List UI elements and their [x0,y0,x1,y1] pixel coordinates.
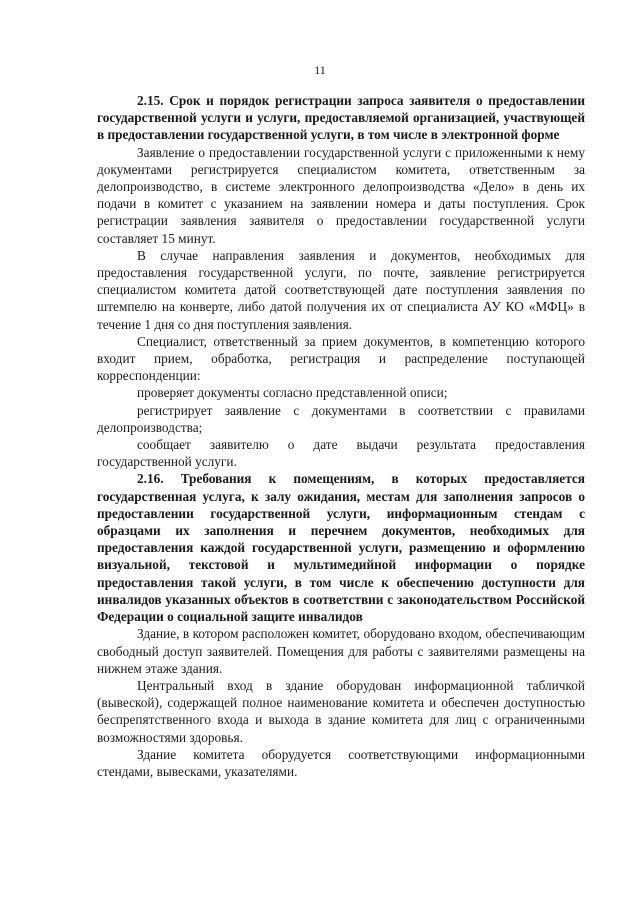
section-heading: 2.16. Требования к помещениям, в которых предоставляется государственная услуга, к залу ожидания, местам для заполнения запросов о предоставлении государственной услуги, информационным стендам с образцами их заполнения и перечнем документов, необходимых для предоставления каждой государственной услуги, размещению и оформлению визуальной, текстовой и мультимедийной информации о порядке предоставления такой услуги, в том числе к обеспечению доступности для инвалидов указанных объектов в соответствии с законодательством Российской Федерации о социальной защите инвалидов [97,471,585,625]
paragraph: Здание комитета оборудуется соответствующими информационными стендами, вывесками, указателями. [97,746,585,779]
section-2-16 [97,470,585,780]
section-heading: 2.15. Срок и порядок регистрации запроса заявителя о предоставлении государственной услуги и услуги, предоставляемой организацией, участвующей в предоставлении государственной услуги, в том числе в электронной форме [97,93,585,143]
list-item: проверяет документы согласно представленной описи; [137,385,448,401]
page-number: 11 [314,63,326,77]
paragraph: Здание, в котором расположен комитет, оборудовано входом, обеспечивающим свободный доступ заявителей. Помещения для работы с заявителями размещены на нижнем этаже здания. [97,626,585,676]
list-item: регистрирует заявление с документами в соответствии с правилами делопроизводства; [97,402,585,435]
list-item: сообщает заявителю о дате выдачи результата предоставления государственной услуги. [97,437,585,470]
paragraph: В случае направления заявления и документов, необходимых для предоставления государственной услуги, по почте, заявление регистрируется специалистом комитета датой соответствующей дате поступления заявления по штемпелю на конверте, либо датой получения их от специалиста АУ КО «МФЦ» в течение 1 дня со дня поступления заявления. [97,247,585,332]
document-body [97,92,585,780]
paragraph: Специалист, ответственный за прием документов, в компетенцию которого входит прием, обработка, регистрация и распределение поступающей корреспонденции: [97,333,585,384]
paragraph: Центральный вход в здание оборудован информационной табличкой (вывеской), содержащей полное наименование комитета и обеспечен доступностью беспрепятственного входа и выхода в здание комитета для лиц с ограниченными возможностями здоровья. [97,677,585,745]
paragraph: Заявление о предоставлении государственной услуги с приложенными к нему документами регистрируется специалистом комитета, ответственным за делопроизводство, в системе электронного делопроизводства «Дело» в день их подачи в комитет с указанием на заявлении номера и даты поступления. Срок регистрации заявления заявителя о предоставлении государственной услуги составляет 15 минут. [97,144,585,246]
section-2-15 [97,92,585,470]
